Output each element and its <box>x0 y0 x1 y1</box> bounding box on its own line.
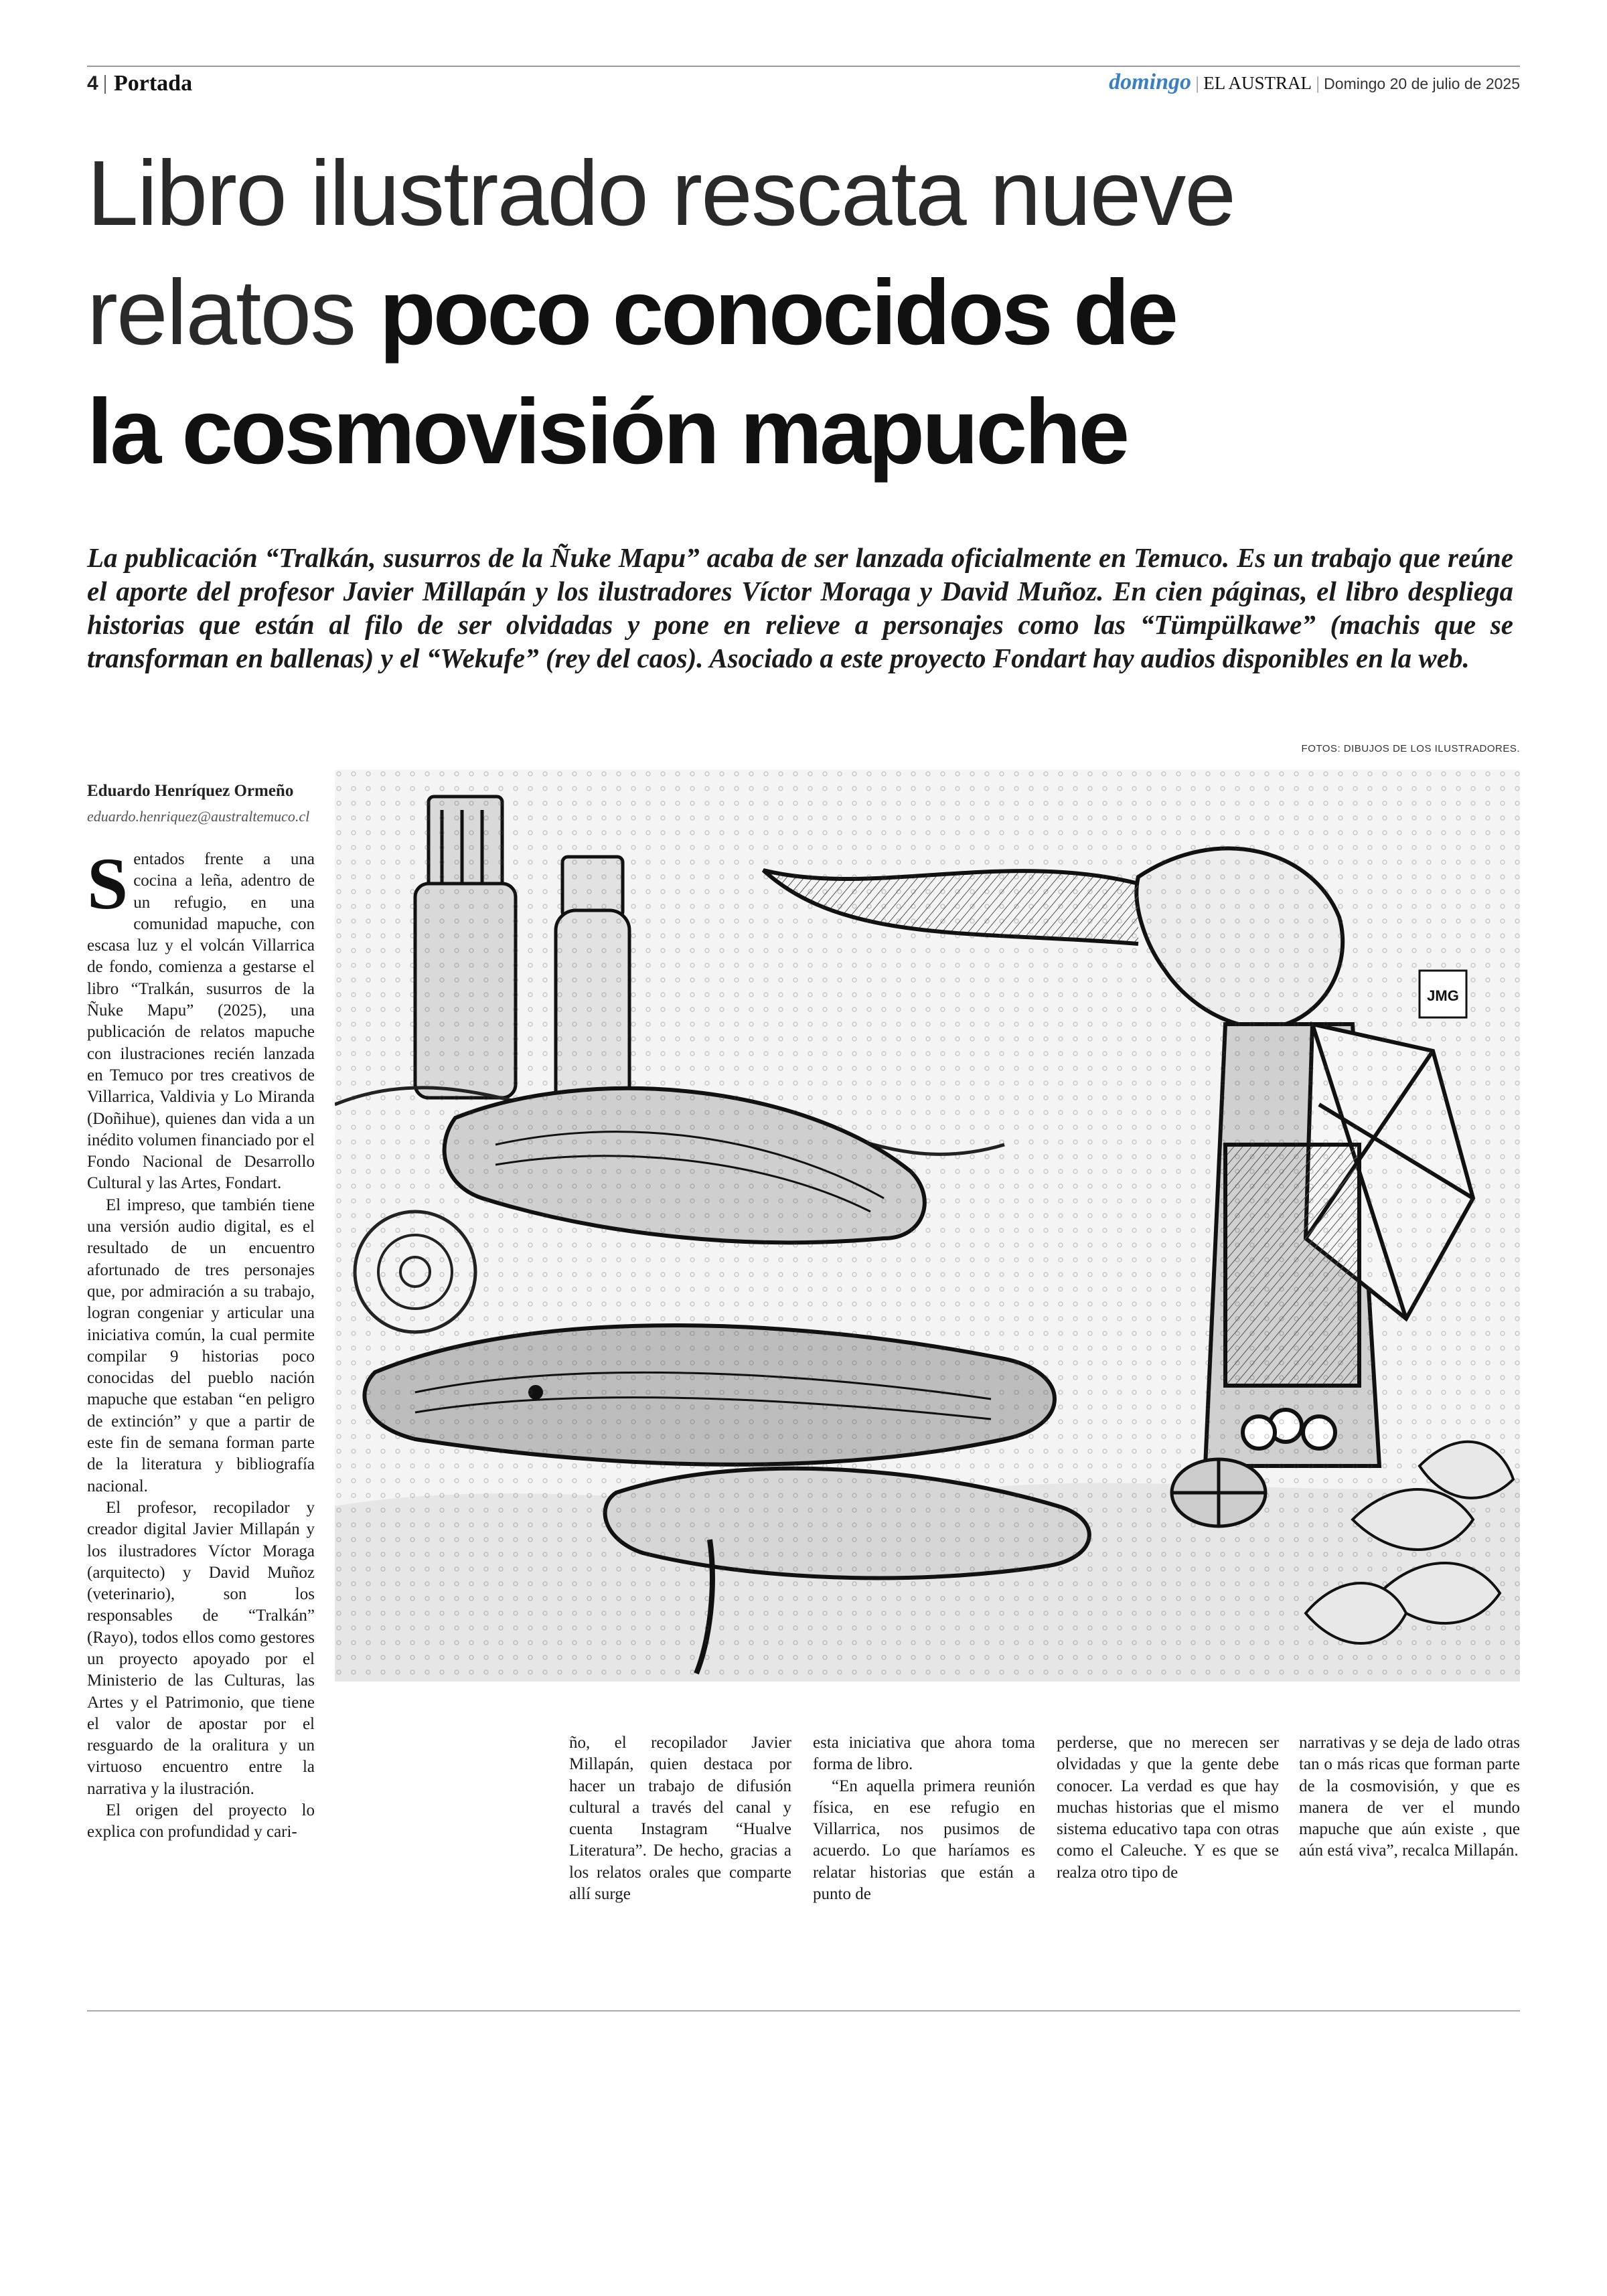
byline-email: eduardo.henriquez@australtemuco.cl <box>87 808 310 825</box>
headline-line-2-bold: poco conocidos de <box>379 261 1176 364</box>
illustration-lineart <box>335 770 1520 1682</box>
body-column-2-text: ño, el recopilador Javier Millapán, quien destaca por hacer un trabajo de difusión cultural a través del canal y cuenta Instagram “Hualve Literatura”. De hecho, gracias a los relatos orales que comparte allí surge <box>569 1734 791 1904</box>
masthead-paper: EL AUSTRAL <box>1203 73 1312 93</box>
header-divider <box>104 75 106 94</box>
page-header <box>87 67 1520 100</box>
artist-signature <box>1420 971 1466 1017</box>
body-column-1 <box>87 843 315 1843</box>
illustration <box>335 770 1520 1682</box>
section-label: Portada <box>114 71 193 96</box>
headline-line-3: la cosmovisión mapuche <box>87 380 1128 483</box>
bottom-rule <box>87 2010 1520 2012</box>
masthead-brand: domingo <box>1109 70 1191 94</box>
byline-author: Eduardo Henríquez Ormeño <box>87 782 294 800</box>
svg-text:JMG: JMG <box>1427 987 1459 1004</box>
body-column-4-text: perderse, que no merecen ser olvidadas y que la gente debe conocer. La verdad es que hay muchas historias que el mismo sistema educativo tapa con otras como el Caleuche. Y es que se realza otro tipo de <box>1057 1734 1279 1882</box>
page-number: 4 <box>87 72 98 94</box>
headline-line-2-light: relatos <box>87 261 380 364</box>
body-column-3-text-a: esta iniciativa que ahora toma forma de libro. <box>813 1734 1035 1774</box>
body-paragraph-3: El profesor, recopilador y creador digital Javier Millapán y los ilustradores Víctor Moraga (arquitecto) y David Muñoz (veterinario), son los responsables de “Tralkán” (Rayo), todos ellos como gestores un proyecto apoyado por el Ministerio de las Culturas, las Artes y el Patrimonio, que tiene el valor de apostar por el resguardo de la oralitura y un virtuoso encuentro entre la narrativa y la ilustración. <box>87 1498 315 1798</box>
photo-credit: FOTOS: DIBUJOS DE LOS ILUSTRADORES. <box>1301 743 1520 754</box>
body-paragraph-1-text: entados frente a una cocina a leña, adentro de un refugio, en una comunidad mapuche, con escasa luz y el volcán Villarrica de fondo, comienza a gestarse el libro “Tralkán, susurros de la Ñuke Mapu” (2025), una publicación de relatos mapuche con ilustraciones recién lanzada en Temuco por tres creativos de Villarrica, Valdivia y Lo Miranda (Doñihue), quienes dan vida a un inédito volumen financiado por el Fondo Nacional de Desarrollo Cultural y las Artes, Fondart. <box>87 850 315 1193</box>
body-column-3-text-b: “En aquella primera reunión física, en ese refugio en Villarrica, nos pusimos de acuerdo. Lo que haríamos es relatar historias que están a punto de <box>813 1777 1035 1904</box>
cultrun-drum <box>1172 1459 1266 1526</box>
lead-paragraph: La publicación “Tralkán, susurros de la Ñuke Mapu” acaba de ser lanzada oficialmente en Temuco. Es un trabajo que reúne el aporte del profesor Javier Millapán y los ilustradores Víctor Moraga y David Muñoz. En cien páginas, el libro despliega historias que están al filo de ser olvidadas y pone en relieve a personajes como las “Tümpülkawe” (machis que se transforman en ballenas) y el “Wekufe” (rey del caos). Asociado a este proyecto Fondart hay audios disponibles en la web. <box>87 542 1513 673</box>
body-column-4 <box>1057 1732 1279 1884</box>
headline <box>87 134 1520 491</box>
drop-cap: S <box>87 843 129 924</box>
body-paragraph-4: El origen del proyecto lo explica con profundidad y cari- <box>87 1801 315 1841</box>
body-paragraph-1 <box>87 843 315 1195</box>
headline-line-1: Libro ilustrado rescata nueve <box>87 142 1235 245</box>
body-column-3 <box>813 1732 1035 1905</box>
masthead-date: Domingo 20 de julio de 2025 <box>1324 75 1520 92</box>
body-column-5 <box>1299 1732 1520 1862</box>
body-column-2 <box>569 1732 791 1905</box>
masthead: domingo | EL AUSTRAL | Domingo 20 de julio de 2025 <box>1109 70 1520 94</box>
body-paragraph-2: El impreso, que también tiene una versión audio digital, es el resultado de un encuentro afortunado de tres personajes que, por admiración a su trabajo, logran congeniar y articular una iniciativa común, la cual permite compilar 9 historias poco conocidas del pueblo nación mapuche que estaban “en peligro de extinción” y que a partir de este fin de semana forman parte de la literatura y bibliografía nacional. <box>87 1196 315 1495</box>
body-column-5-text: narrativas y se deja de lado otras tan o más ricas que forman parte de la cosmovisión, y que es manera de ver el mundo mapuche que aún existe , que aún está viva”, recalca Millapán. <box>1299 1734 1520 1860</box>
